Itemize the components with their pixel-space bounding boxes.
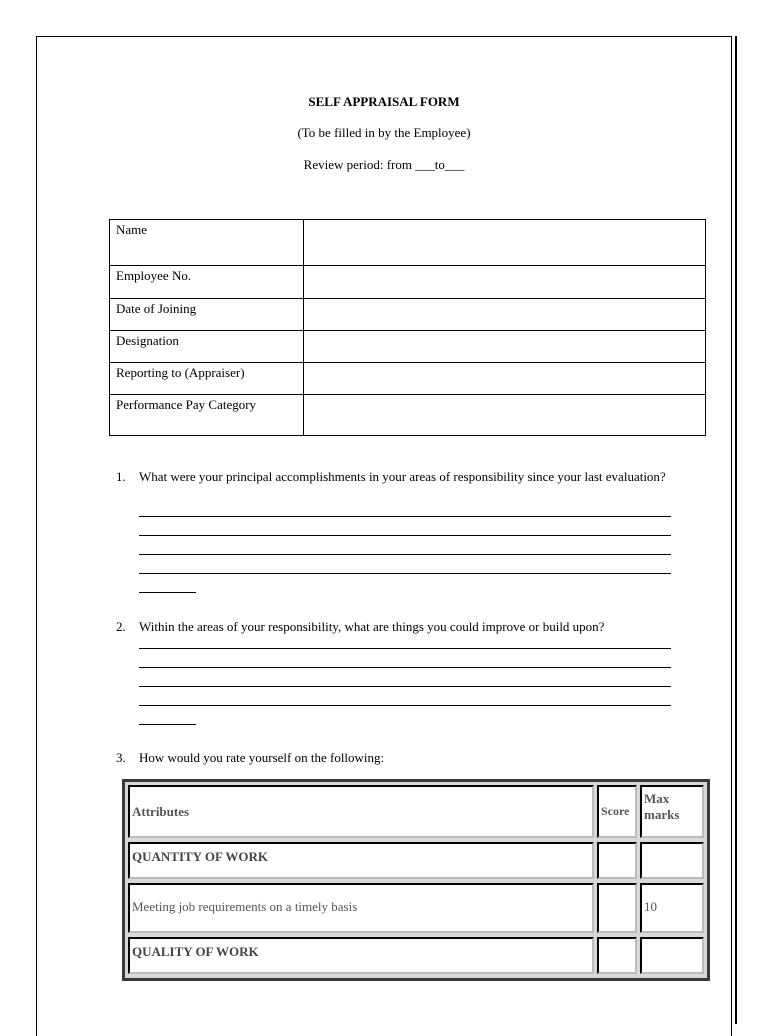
info-value-designation[interactable]	[304, 331, 706, 363]
table-row	[110, 220, 706, 266]
table-row	[110, 395, 706, 436]
table-row	[110, 266, 706, 299]
employee-info-table	[109, 219, 706, 436]
score-meeting-job-requirements[interactable]	[597, 883, 637, 933]
form-title: SELF APPRAISAL FORM	[308, 94, 460, 109]
info-value-name[interactable]	[304, 220, 706, 266]
answer-line[interactable]	[139, 592, 196, 593]
header-score: Score	[597, 785, 637, 838]
max-quality-of-work	[640, 937, 704, 974]
page-edge	[735, 36, 737, 1024]
question-number: 2.	[116, 619, 126, 634]
max-quantity-of-work	[640, 842, 704, 879]
info-label-employee-no: Employee No.	[110, 266, 304, 299]
info-value-performance-pay[interactable]	[304, 395, 706, 436]
row-quality-of-work: QUALITY OF WORK	[128, 937, 594, 974]
table-row	[110, 299, 706, 331]
info-value-employee-no[interactable]	[304, 266, 706, 299]
row-meeting-job-requirements: Meeting job requirements on a timely basis	[128, 883, 594, 933]
info-value-reporting-to[interactable]	[304, 363, 706, 395]
question-1	[116, 467, 676, 507]
question-number: 3.	[116, 750, 126, 765]
answer-line[interactable]	[139, 516, 671, 517]
answer-lines-2[interactable]	[139, 648, 673, 743]
header-attributes: Attributes	[128, 785, 594, 838]
question-text: What were your principal accomplishments in your areas of responsibility since your last evaluation?	[139, 469, 666, 484]
answer-line[interactable]	[139, 535, 671, 536]
rating-table	[122, 779, 710, 981]
review-period: Review period: from ___to___	[303, 157, 465, 172]
answer-line[interactable]	[139, 667, 671, 668]
header-max-marks: Max marks	[640, 785, 704, 838]
question-text: Within the areas of your responsibility, what are things you could improve or build upon?	[139, 619, 605, 634]
answer-line[interactable]	[139, 686, 671, 687]
answer-lines-1[interactable]	[139, 516, 673, 611]
table-row	[110, 363, 706, 395]
answer-line[interactable]	[139, 705, 671, 706]
question-2	[116, 617, 676, 637]
score-quality-of-work[interactable]	[597, 937, 637, 974]
info-value-date-of-joining[interactable]	[304, 299, 706, 331]
table-row	[110, 331, 706, 363]
answer-line[interactable]	[139, 573, 671, 574]
max-meeting-job-requirements: 10	[640, 883, 704, 933]
row-quantity-of-work: QUANTITY OF WORK	[128, 842, 594, 879]
info-label-name: Name	[110, 220, 304, 266]
info-label-date-of-joining: Date of Joining	[110, 299, 304, 331]
form-subtitle: (To be filled in by the Employee)	[297, 125, 471, 140]
answer-line[interactable]	[139, 554, 671, 555]
info-label-performance-pay: Performance Pay Category	[110, 395, 304, 436]
info-label-designation: Designation	[110, 331, 304, 363]
answer-line[interactable]	[139, 648, 671, 649]
info-label-reporting-to: Reporting to (Appraiser)	[110, 363, 304, 395]
question-text: How would you rate yourself on the following:	[139, 750, 385, 765]
question-3	[116, 748, 676, 768]
answer-line[interactable]	[139, 724, 196, 725]
question-number: 1.	[116, 469, 126, 484]
score-quantity-of-work[interactable]	[597, 842, 637, 879]
